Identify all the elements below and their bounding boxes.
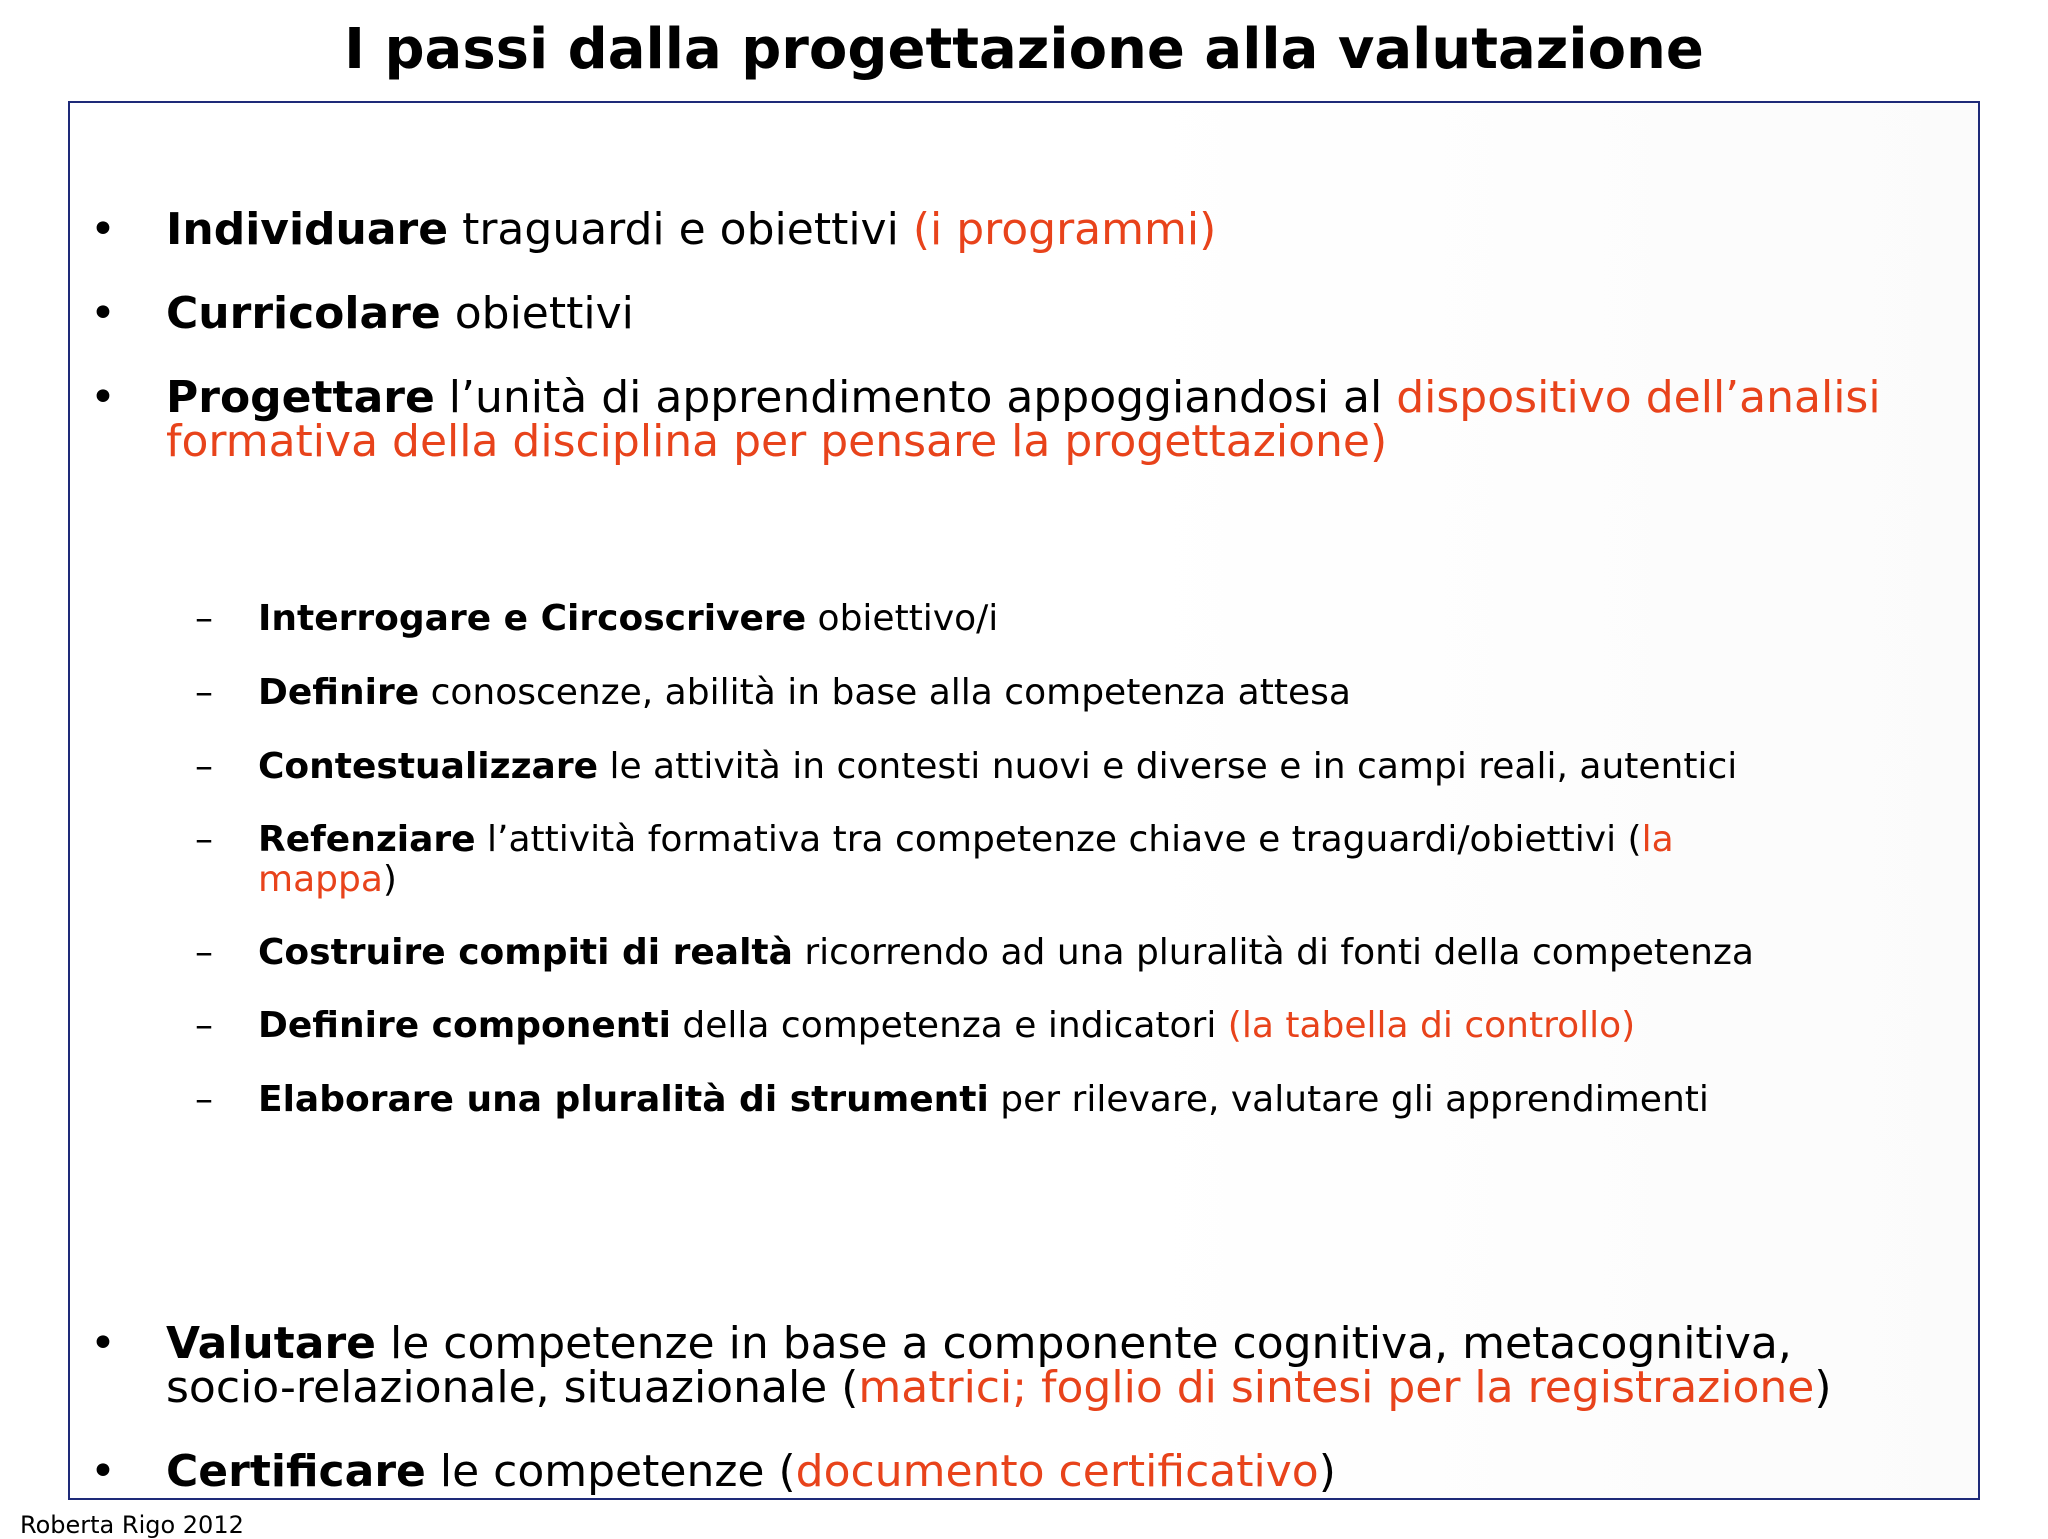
- subitem-text: conoscenze, abilità in base alla competenza attesa: [419, 672, 1351, 713]
- bullet-highlight: (i programmi): [912, 204, 1217, 255]
- bullet-text-line2: socio-relazionale, situazionale (: [166, 1362, 859, 1413]
- bullet-keyword: Curricolare: [166, 288, 441, 339]
- bullet-keyword: Progettare: [166, 372, 435, 423]
- dash-marker: –: [195, 1005, 213, 1046]
- bullet-text: obiettivi: [440, 288, 634, 339]
- subitem-keyword: Definire componenti: [258, 1005, 671, 1046]
- subitem-text: le attività in contesti nuovi e diverse e in campi reali, autentici: [598, 746, 1738, 787]
- bullet-marker: •: [90, 372, 116, 423]
- subitem-keyword: Definire: [258, 672, 420, 713]
- subitem-keyword: Elaborare una pluralità di strumenti: [258, 1079, 989, 1120]
- dash-marker: –: [195, 932, 213, 973]
- subitem-text-line2: ): [382, 859, 397, 900]
- bullet-highlight: matrici; foglio di sintesi per la registrazione: [858, 1362, 1815, 1413]
- subitem-keyword: Refenziare: [258, 819, 476, 860]
- bullet-text-end: ): [1814, 1362, 1832, 1413]
- bullet-highlight: documento certificativo: [795, 1446, 1319, 1497]
- bullet-keyword: Individuare: [166, 204, 449, 255]
- bullet-text-end: ): [1318, 1446, 1336, 1497]
- dash-marker: –: [195, 1079, 213, 1120]
- subitem-highlight: la: [1641, 819, 1674, 860]
- slide-title: I passi dalla progettazione alla valutazione: [344, 17, 1704, 82]
- bullet-text: l’unità di apprendimento appoggiandosi al: [434, 372, 1397, 423]
- bullet-text: le competenze (: [425, 1446, 796, 1497]
- bullet-marker: •: [90, 288, 116, 339]
- subitem-keyword: Contestualizzare: [258, 746, 599, 787]
- dash-marker: –: [195, 672, 213, 713]
- footer-credit: Roberta Rigo 2012: [20, 1511, 244, 1539]
- bullet-text: le competenze in base a componente cognitiva, metacognitiva,: [376, 1318, 1792, 1369]
- subitem-keyword: Costruire compiti di realtà: [258, 932, 793, 973]
- bullet-keyword: Certificare: [166, 1446, 426, 1497]
- dash-marker: –: [195, 746, 213, 787]
- bullet-marker: •: [90, 1318, 116, 1369]
- dash-marker: –: [195, 598, 213, 639]
- subitem-keyword: Interrogare e Circoscrivere: [258, 598, 807, 639]
- subitem-highlight-line2: mappa: [258, 859, 383, 900]
- bullet-keyword: Valutare: [166, 1318, 377, 1369]
- bullet-marker: •: [90, 1446, 116, 1497]
- subitem-text: della competenza e indicatori: [670, 1005, 1228, 1046]
- bullet-highlight: dispositivo dell’analisi: [1396, 372, 1881, 423]
- subitem-text: l’attività formativa tra competenze chiave e traguardi/obiettivi (: [475, 819, 1642, 860]
- subitem-text: per rilevare, valutare gli apprendimenti: [988, 1079, 1709, 1120]
- subitem-highlight: (la tabella di controllo): [1227, 1005, 1636, 1046]
- subitem-text: obiettivo/i: [806, 598, 999, 639]
- subitem-text: ricorrendo ad una pluralità di fonti della competenza: [792, 932, 1754, 973]
- dash-marker: –: [195, 819, 213, 860]
- bullet-text: traguardi e obiettivi: [448, 204, 913, 255]
- bullet-marker: •: [90, 204, 116, 255]
- bullet-highlight-line2: formativa della disciplina per pensare la progettazione): [166, 416, 1388, 467]
